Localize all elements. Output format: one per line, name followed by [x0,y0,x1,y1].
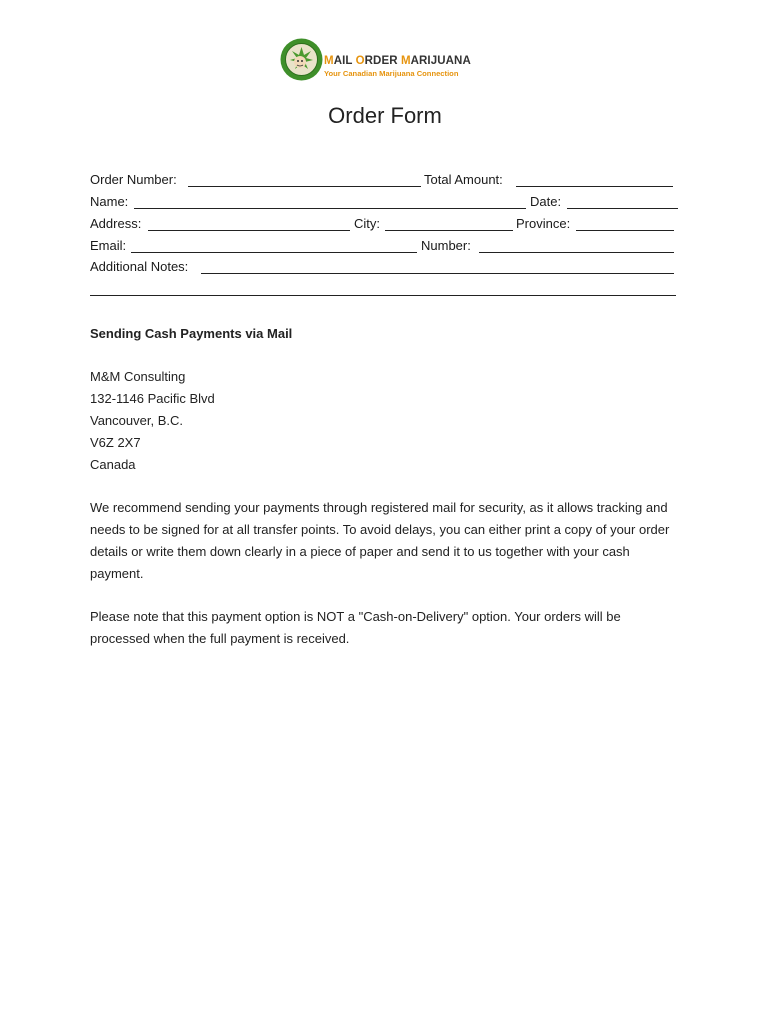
province-label: Province: [516,216,571,231]
address-line: Vancouver, B.C. [90,413,183,428]
number-label: Number: [421,238,471,253]
province-field[interactable] [576,230,674,231]
address-line: 132-1146 Pacific Blvd [90,391,215,406]
logo-title: MAIL ORDER MARIJUANA [324,55,471,67]
company-logo [280,38,490,84]
address-label: Address: [90,216,142,231]
address-line: M&M Consulting [90,369,186,384]
payment-note-paragraph: Please note that this payment option is NOT a "Cash-on-Delivery" option. Your orders will be processed when the full payment is received. [90,609,621,646]
email-field[interactable] [131,252,417,253]
name-label: Name: [90,194,129,209]
name-field[interactable] [134,208,526,209]
cannabis-leaf-badge-icon [280,38,323,81]
address-line: Canada [90,457,136,472]
address-line: V6Z 2X7 [90,435,141,450]
date-label: Date: [530,194,562,209]
city-label: City: [354,216,380,231]
additional-notes-label: Additional Notes: [90,259,189,274]
order-number-label: Order Number: [90,172,177,187]
email-label: Email: [90,238,127,253]
additional-notes-field-line-2[interactable] [90,295,676,296]
logo-tagline: Your Canadian Marijuana Connection [324,69,459,78]
total-amount-label: Total Amount: [424,172,503,187]
payment-heading: Sending Cash Payments via Mail [90,326,293,341]
date-field[interactable] [567,208,678,209]
number-field[interactable] [479,252,674,253]
page-title: Order Form [328,103,442,128]
total-amount-field[interactable] [516,186,673,187]
city-field[interactable] [385,230,513,231]
order-number-field[interactable] [188,186,421,187]
additional-notes-field[interactable] [201,273,674,274]
address-field[interactable] [148,230,350,231]
payment-instructions-paragraph: We recommend sending your payments through registered mail for security, as it allows tracking and needs to be signed for at all transfer points. To avoid delays, you can either print a copy of your order details or write them down clearly in a piece of paper and send it to us together with your cash payment. [90,500,670,581]
